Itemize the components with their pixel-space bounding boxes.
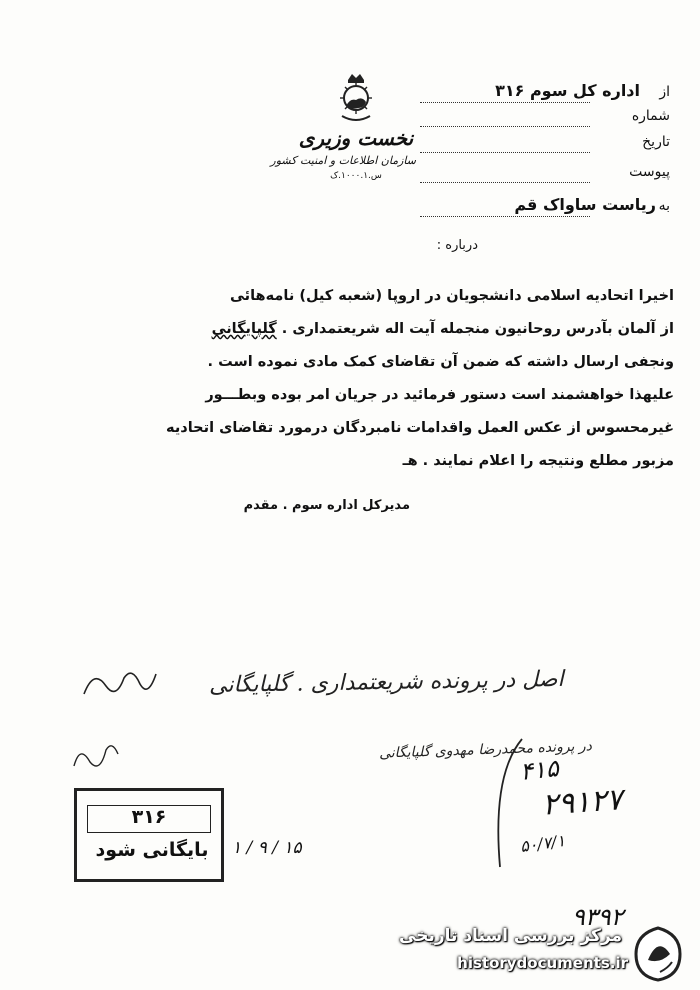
ministry-emblem [270,72,416,181]
lion-and-sun-emblem-icon [334,72,378,124]
archive-number: ۹۳۹۲ [572,903,624,931]
watermark-title: مرکز بررسی اسناد تاریخی [399,926,622,946]
reference-date: ۵۰/۷/۱ [518,830,567,857]
from-field [420,81,670,106]
body-line: علیهذا خواهشمند است دستور فرمائید در جریان امر بوده وبطـــور [205,387,674,403]
attachment-line [420,182,590,183]
stamp-number-box [87,805,211,833]
regarding-label: درباره : [436,238,478,253]
number-field [420,108,670,130]
signature-line: مدیرکل اداره سوم . مقدم [243,498,410,513]
from-value: اداره کل سوم ۳۱۶ [495,81,640,100]
reference-number: ۲۹۱۲۷ [540,782,624,823]
body-line [64,313,674,346]
reference-number: ۴۱۵ [518,754,561,786]
filing-stamp [74,788,224,882]
underlined-name: گلپایگانی [211,321,277,337]
watermark [399,912,692,982]
organization-name: سازمان اطلاعات و امنیت کشور [270,154,416,167]
body-line: مزبور مطلع ونتیجه را اعلام نمایند . هـ [402,453,674,469]
ministry-title: نخست وزیری [298,126,414,150]
date-label: تاریخ [642,134,670,150]
to-value: ریاست ساواک قم [514,195,656,214]
from-line [420,102,590,103]
attachment-label: پیوست [629,164,670,180]
handwritten-note: در پرونده محمدرضا مهدوی گلپایگانی [378,738,593,762]
number-line [420,126,590,127]
from-label: از [659,84,670,100]
to-line [420,216,590,217]
body-line: ونجفی ارسال داشته که ضمن آن تقاضای کمک مادی نموده است . [207,354,674,370]
body-line: غیرمحسوس از عکس العمل واقدامات نامبردگان درمورد تقاضای اتحادیه [166,420,674,436]
stamp-date: ۱۵ / ۹ / ۱ [232,838,302,858]
number-label: شماره [631,108,670,124]
date-line [420,152,590,153]
watermark-site: historydocuments.ir [457,954,628,972]
to-field [420,195,670,220]
to-label: به [658,198,670,214]
stamp-number: ۳۱۶ [131,806,167,828]
handwritten-note: اصل در پرونده شریعتمداری . گلپایگانی [209,666,565,699]
handwriting-flourish-icon [80,664,160,704]
body-line-segment: از آلمان بآدرس روحانیون منجمله آیت اله شریعتمداری . [276,321,674,337]
stamp-instruction: بایگانی شود [95,839,209,861]
archive-logo-icon [630,924,686,984]
body-line: اخیرا اتحادیه اسلامی دانشجویان در اروپا (شعبه کیل) نامه‌هائی [230,288,674,304]
handwriting-flourish-icon [70,738,120,774]
letter-body [64,280,674,478]
form-code: س.۱۰۰۰.۱.ک [330,171,382,181]
attachment-field [420,164,670,186]
date-field [420,134,670,156]
